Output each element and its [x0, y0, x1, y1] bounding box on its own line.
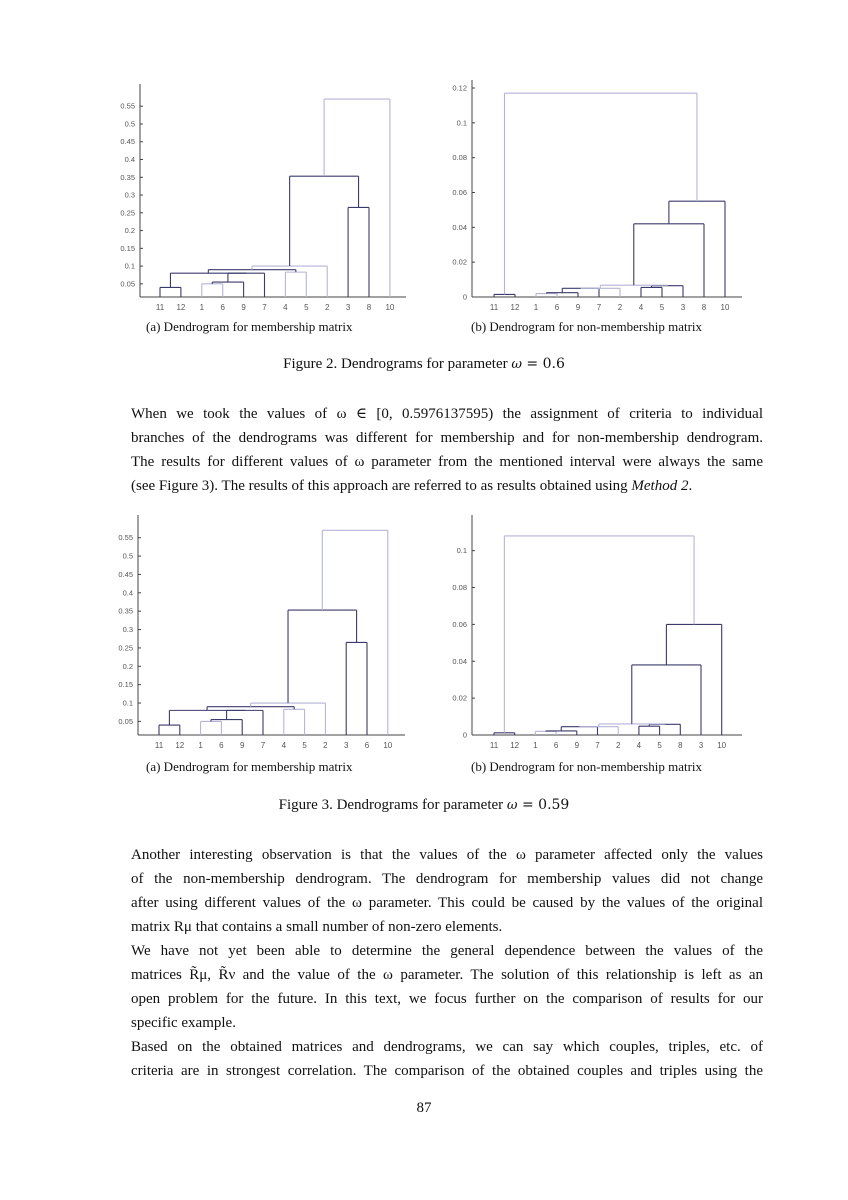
y-tick-label: 0.35: [120, 172, 135, 182]
y-tick-label: 0.06: [452, 188, 467, 197]
leaf-label: 4: [636, 741, 642, 750]
leaf-label: 9: [239, 741, 245, 750]
y-tick-label: 0.1: [124, 261, 135, 271]
y-tick-label: 0.25: [120, 208, 135, 218]
y-tick-label: 0.1: [456, 546, 467, 556]
y-tick-label: 0.05: [120, 279, 135, 289]
leaf-label: 12: [175, 741, 185, 750]
paragraph-line: Based on the obtained matrices and dendrograms, we can say which couples, triples, etc. of: [131, 1039, 763, 1055]
leaf-label: 3: [345, 303, 351, 312]
figure-2a-subcaption: (a) Dendrogram for membership matrix: [146, 319, 353, 334]
line-text: (see Figure 3). The results of this approach are referred to as results obtained using: [131, 478, 628, 494]
y-tick-label: 0.1: [456, 118, 467, 128]
y-tick-label: 0.55: [118, 533, 133, 543]
period: .: [688, 478, 693, 494]
leaf-label: 10: [720, 303, 730, 312]
y-tick-label: 0.5: [122, 551, 133, 561]
leaf-label: 12: [510, 303, 520, 312]
omega-symbol: ω: [511, 357, 522, 372]
axes: [452, 515, 742, 750]
leaf-label: 1: [199, 303, 205, 312]
leaf-label: 5: [302, 741, 307, 750]
dendrogram-links: [494, 536, 722, 735]
y-tick-label: 0.15: [120, 243, 135, 253]
method-2-emphasis: Method 2: [631, 478, 689, 494]
leaf-label: 9: [575, 303, 581, 312]
leaf-label: 8: [366, 303, 372, 312]
leaf-label: 4: [638, 303, 644, 312]
leaf-label: 10: [383, 741, 393, 750]
paragraph-line: The results for different values of ω parameter from the mentioned interval were always the same: [131, 454, 763, 470]
leaf-label: 11: [155, 303, 165, 312]
leaf-label: 12: [510, 741, 520, 750]
paragraph-line: Another interesting observation is that the values of the ω parameter affected only the values: [131, 847, 763, 863]
paragraph-open-problem: [131, 939, 763, 1035]
leaf-label: 11: [154, 741, 164, 750]
y-tick-label: 0.2: [122, 661, 133, 671]
y-tick-label: 0.05: [118, 716, 133, 726]
paragraph-line: matrix Rμ that contains a small number of non-zero elements.: [131, 919, 503, 935]
leaf-label: 6: [554, 303, 560, 312]
leaf-label: 1: [198, 741, 203, 750]
leaf-label: 10: [385, 303, 395, 312]
paragraph-line: When we took the values of ω ∈ [0, 0.5976137595) the assignment of criteria to individual: [131, 406, 763, 422]
y-tick-label: 0.5: [124, 119, 135, 129]
figure-3b-subcaption: (b) Dendrogram for non-membership matrix: [471, 759, 703, 774]
leaf-label: 5: [659, 303, 665, 312]
leaf-label: 7: [260, 741, 266, 750]
y-tick-label: 0.3: [122, 625, 133, 635]
equals-sign: =: [521, 356, 543, 372]
equals-sign: =: [517, 797, 539, 813]
leaf-label: 1: [533, 741, 538, 750]
y-tick-label: 0.45: [118, 569, 133, 579]
figure-3a-subcaption: (a) Dendrogram for membership matrix: [146, 759, 353, 774]
paragraph-line: branches of the dendrograms was different for membership and for non-membership dendrogram.: [131, 430, 763, 446]
y-tick-label: 0.15: [118, 680, 133, 690]
paragraph-line: open problem for the future. In this text, we focus further on the comparison of results for our: [131, 991, 763, 1007]
paragraph-line: of the non-membership dendrogram. The dendrogram for membership values did not change: [131, 871, 763, 887]
leaf-label: 8: [678, 741, 683, 750]
y-tick-label: 0.12: [452, 83, 467, 93]
y-tick-label: 0.04: [452, 656, 467, 666]
y-tick-label: 0.4: [124, 155, 135, 165]
leaf-label: 7: [596, 303, 602, 312]
page-number: 87: [416, 1100, 432, 1116]
leaf-label: 2: [323, 741, 328, 750]
y-tick-label: 0.08: [452, 583, 467, 593]
paragraph-line: We have not yet been able to determine the general dependence between the values of the: [131, 943, 763, 959]
y-tick-label: 0.02: [452, 693, 467, 703]
paragraph-line: specific example.: [131, 1015, 236, 1031]
y-tick-label: 0.35: [118, 606, 133, 616]
leaf-label: 12: [176, 303, 186, 312]
leaf-label: 11: [489, 741, 499, 750]
leaf-label: 6: [220, 303, 225, 312]
leaf-label: 1: [533, 303, 539, 312]
leaf-label: 6: [553, 741, 559, 750]
paragraph-observation: [131, 843, 763, 939]
y-tick-label: 0.08: [452, 153, 467, 163]
caption-text: Figure 3. Dendrograms for parameter: [278, 797, 507, 813]
omega-value: 0.59: [538, 797, 570, 813]
y-tick-label: 0.1: [122, 698, 133, 708]
y-tick-label: 0.45: [120, 137, 135, 147]
leaf-label: 8: [701, 303, 707, 312]
omega-value: 0.6: [542, 356, 565, 372]
leaf-label: 10: [717, 741, 727, 750]
leaf-label: 5: [657, 741, 662, 750]
paragraph-line: after using different values of the ω parameter. This could be caused by the values of the original: [131, 895, 763, 911]
leaf-label: 2: [324, 303, 330, 312]
leaf-label: 6: [364, 741, 370, 750]
leaf-label: 4: [283, 303, 288, 312]
y-tick-label: 0: [462, 730, 467, 740]
caption-text: Figure 2. Dendrograms for parameter: [283, 356, 512, 372]
y-tick-label: 0.25: [118, 643, 133, 653]
leaf-label: 3: [343, 741, 349, 750]
y-tick-label: 0.02: [452, 257, 467, 267]
leaf-label: 5: [304, 303, 309, 312]
leaf-label: 6: [219, 741, 224, 750]
leaf-label: 11: [489, 303, 499, 312]
leaf-label: 3: [698, 741, 704, 750]
paragraph-line: matrices R̃μ, R̃ν and the value of the ω parameter. The solution of this relationship is left as an: [131, 967, 763, 983]
y-tick-label: 0.3: [124, 190, 135, 200]
leaf-label: 2: [615, 741, 621, 750]
figure-2b-subcaption: (b) Dendrogram for non-membership matrix: [471, 319, 703, 334]
y-tick-label: 0.55: [120, 101, 135, 111]
figure-3-caption: [0, 797, 848, 814]
y-tick-label: 0.4: [122, 588, 133, 598]
leaf-label: 9: [241, 303, 246, 312]
leaf-label: 9: [574, 741, 580, 750]
paragraph-comparison: [131, 1035, 763, 1083]
leaf-label: 7: [262, 303, 267, 312]
y-tick-label: 0.2: [124, 226, 135, 236]
paragraph-line: criteria are in strongest correlation. The comparison of the obtained couples and triples using the: [131, 1063, 763, 1079]
leaf-label: 4: [281, 741, 287, 750]
y-tick-label: 0.04: [452, 222, 467, 232]
leaf-label: 7: [595, 741, 600, 750]
leaf-label: 2: [617, 303, 623, 312]
leaf-label: 3: [680, 303, 686, 312]
y-tick-label: 0.06: [452, 619, 467, 629]
omega-symbol: ω: [506, 798, 518, 813]
y-tick-label: 0: [462, 292, 467, 302]
